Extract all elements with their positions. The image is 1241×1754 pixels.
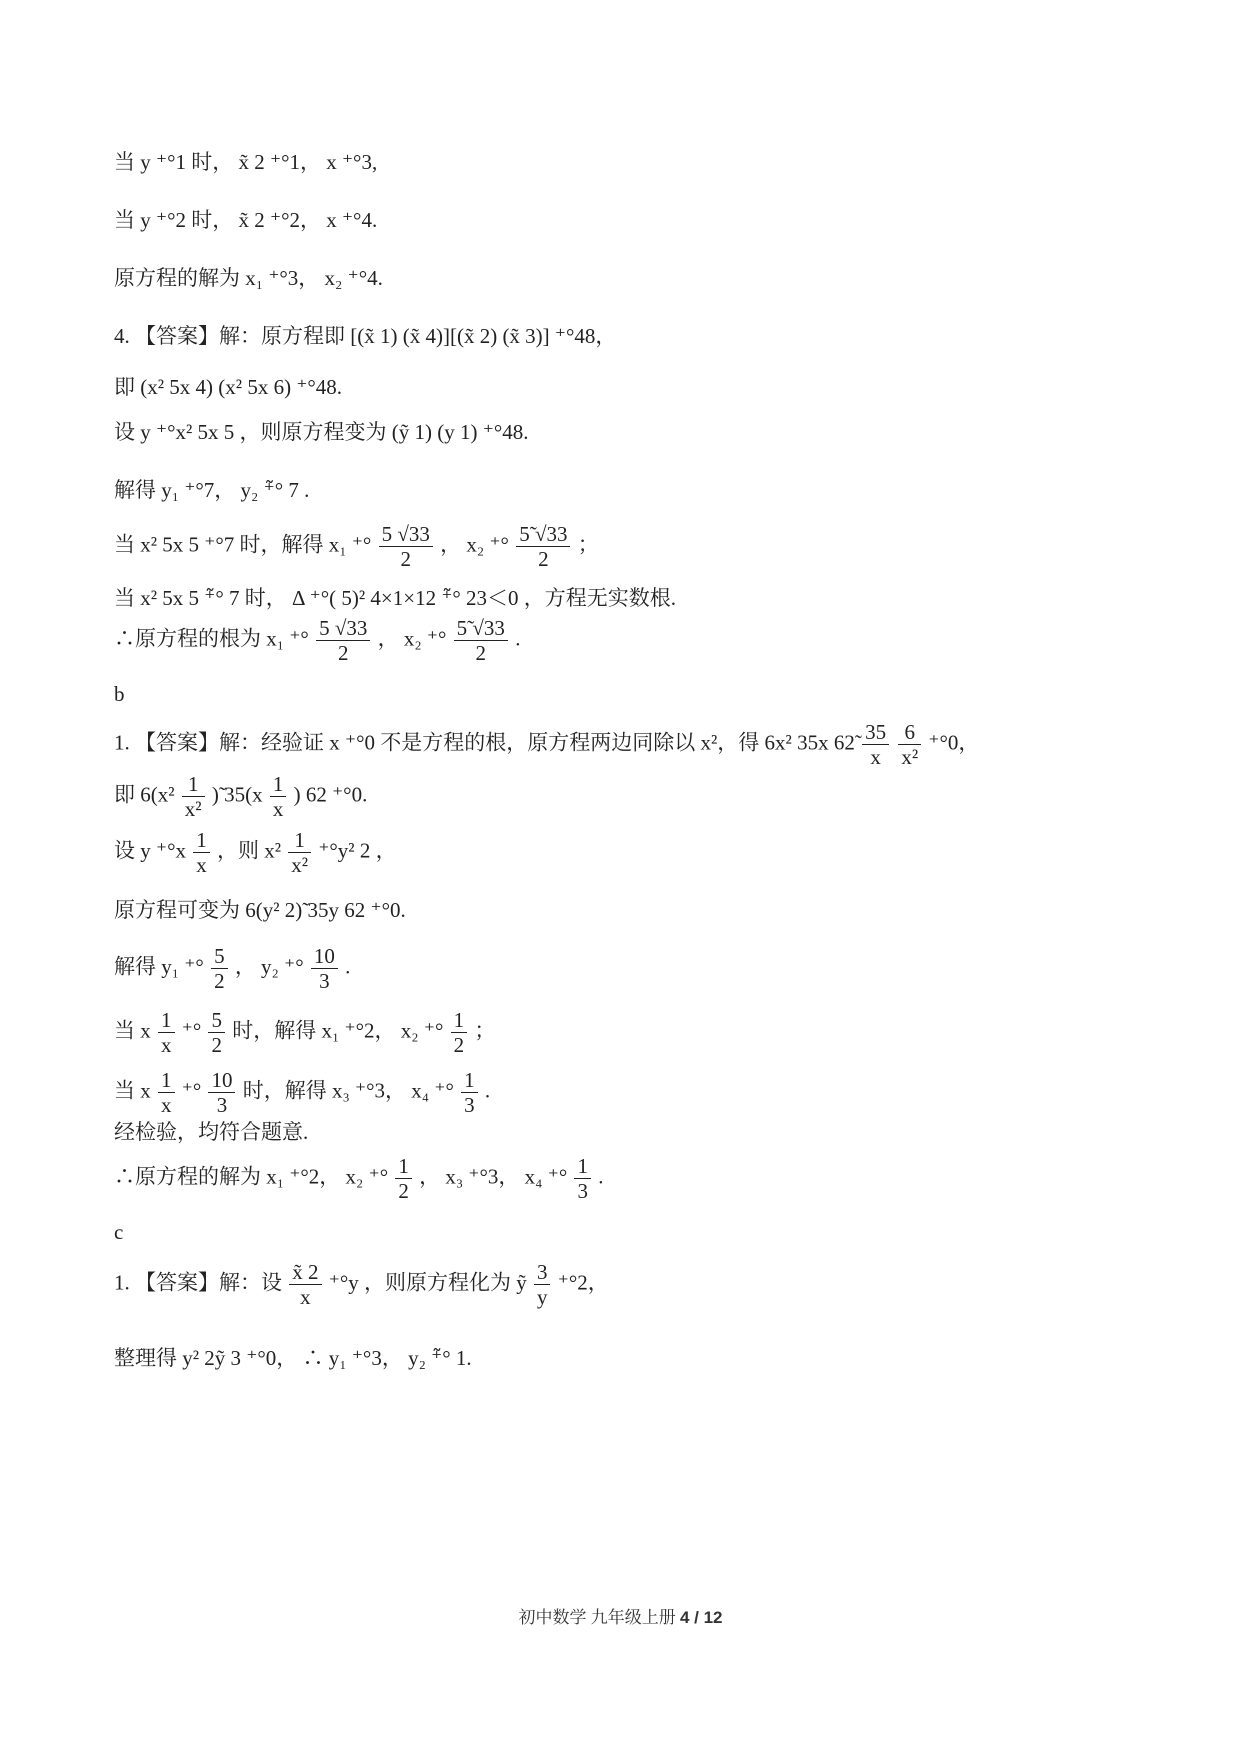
text-run: 1. 【答案】解：经验证 x ⁺°0 不是方程的根，原方程两边同除以 x²，得 6x² 35x 62̃ [114, 730, 861, 755]
text-run: ) 62 ⁺°0. [293, 782, 368, 807]
fraction [208, 1008, 225, 1057]
text-run: ， x₂ ⁺° [377, 626, 447, 651]
fraction-denominator: 3 [577, 1179, 588, 1203]
text-line [114, 944, 350, 993]
fraction-numerator: x̃ 2 [289, 1260, 321, 1285]
fraction-numerator: 5̃ √33 [516, 522, 570, 547]
text-run: 当 x [114, 1078, 151, 1103]
text-line: 当 y ⁺°1 时， x̃ 2 ⁺°1， x ⁺°3, [114, 150, 378, 174]
fraction-numerator: 1 [288, 828, 311, 853]
text-run: ⁺° [181, 1018, 202, 1043]
fraction-numerator: 1 [461, 1068, 478, 1093]
text-line: 设 y ⁺°x² 5x 5 ，则原方程变为 (ỹ 1) (y 1) ⁺°48. [114, 420, 529, 444]
page-number: 4 / 12 [679, 1608, 723, 1627]
fraction [862, 720, 889, 769]
fraction [289, 1260, 321, 1309]
fraction-numerator: 1 [182, 772, 205, 797]
text-line [114, 616, 520, 665]
text-line [114, 828, 397, 877]
text-run: ⁺° [181, 1078, 202, 1103]
fraction [193, 828, 210, 877]
page-footer [0, 1603, 1241, 1628]
text-line [114, 772, 367, 821]
text-line: 当 y ⁺°2 时， x̃ 2 ⁺°2， x ⁺°4. [114, 208, 378, 232]
fraction-denominator: x [870, 745, 881, 769]
text-run: ⁺°2， [557, 1270, 609, 1295]
text-line [114, 1154, 603, 1203]
fraction [158, 1068, 175, 1117]
fraction-numerator: 6 [898, 720, 921, 745]
section-label: c [114, 1220, 124, 1244]
text-line [114, 522, 599, 571]
fraction [395, 1154, 412, 1203]
fraction-denominator: x [272, 797, 284, 821]
text-run: 1. 【答案】解：设 [114, 1270, 282, 1295]
text-run: ， x₂ ⁺° [440, 532, 509, 557]
section-label: b [114, 682, 125, 706]
text-line [114, 1260, 609, 1309]
text-line: 4. 【答案】解：原方程即 [(x̃ 1) (x̃ 4)][(x̃ 2) (x̃ 3)] ⁺°48， [114, 324, 617, 348]
fraction-denominator: x [161, 1033, 172, 1057]
fraction [451, 1008, 468, 1057]
fraction-denominator: x [300, 1285, 311, 1309]
fraction-numerator: 5 √33 [379, 522, 433, 547]
fraction [379, 522, 433, 571]
fraction-denominator: y [536, 1285, 548, 1309]
text-run: . [484, 1078, 491, 1103]
fraction-denominator: x [196, 853, 207, 877]
fraction [574, 1154, 591, 1203]
fraction [288, 828, 311, 877]
text-run: ∴原方程的根为 x₁ ⁺° [114, 626, 309, 651]
fraction-numerator: 35 [862, 720, 889, 745]
text-line: 即 (x² 5x 4) (x² 5x 6) ⁺°48. [114, 375, 343, 399]
fraction-numerator: 5 [211, 944, 228, 969]
fraction [534, 1260, 551, 1309]
text-run: 解得 y₁ ⁺° [114, 954, 204, 979]
text-run: 设 y ⁺°x [114, 838, 186, 863]
text-run: 时，解得 x₁ ⁺°2， x₂ ⁺° [232, 1018, 444, 1043]
text-run: ， x₃ ⁺°3， x₄ ⁺° [419, 1164, 568, 1189]
fraction-denominator: 2 [475, 641, 487, 665]
fraction-denominator: 2 [398, 1179, 409, 1203]
fraction [158, 1008, 175, 1057]
fraction [311, 944, 338, 993]
fraction [516, 522, 570, 571]
fraction [316, 616, 370, 665]
fraction-numerator: 10 [311, 944, 338, 969]
fraction [270, 772, 287, 821]
fraction-denominator: x² [291, 853, 309, 877]
text-run: ⁺°0， [928, 730, 980, 755]
text-line [114, 1068, 490, 1117]
fraction [461, 1068, 478, 1117]
fraction-numerator: 1 [574, 1154, 591, 1179]
text-line: 当 x² 5x 5 ⁺̃° 7 时， Δ ⁺°( 5)² 4×1×12 ⁺̃° 23＜0 ，方程无实数根. [114, 586, 677, 610]
fraction-denominator: 3 [319, 969, 330, 993]
fraction-numerator: 1 [193, 828, 210, 853]
fraction-denominator: 3 [464, 1093, 475, 1117]
text-line: 原方程的解为 x₁ ⁺°3， x₂ ⁺°4. [114, 266, 383, 290]
text-run: ∴原方程的解为 x₁ ⁺°2， x₂ ⁺° [114, 1164, 389, 1189]
fraction-numerator: 3 [534, 1260, 551, 1285]
text-run: ，则 x² [216, 838, 282, 863]
text-run: 时，解得 x₃ ⁺°3， x₄ ⁺° [242, 1078, 454, 1103]
fraction-numerator: 5 √33 [316, 616, 370, 641]
text-run: 当 x² 5x 5 ⁺°7 时，解得 x₁ ⁺° [114, 532, 372, 557]
text-run: 当 x [114, 1018, 151, 1043]
footer-subject: 初中数学 九年级上册 [518, 1608, 676, 1627]
fraction-denominator: 2 [337, 641, 349, 665]
fraction [454, 616, 508, 665]
text-run: ； [474, 1018, 496, 1043]
fraction [208, 1068, 235, 1117]
text-line [114, 1008, 495, 1057]
fraction-numerator: 1 [158, 1008, 175, 1033]
fraction-denominator: 2 [400, 547, 411, 571]
fraction [211, 944, 228, 993]
text-line [114, 720, 979, 769]
text-run: ⁺°y ，则原方程化为 ỹ [328, 1270, 532, 1295]
text-run: ； [577, 532, 599, 557]
text-run: ⁺°y² 2 ， [318, 838, 397, 863]
text-run: 即 6(x² [114, 782, 175, 807]
fraction-numerator: 1 [270, 772, 287, 797]
fraction-denominator: x [161, 1093, 172, 1117]
text-run: . [345, 954, 351, 979]
fraction-denominator: 2 [214, 969, 225, 993]
fraction-numerator: 5 [208, 1008, 225, 1033]
fraction-numerator: 1 [158, 1068, 175, 1093]
fraction-numerator: 10 [208, 1068, 235, 1093]
fraction-numerator: 1 [451, 1008, 468, 1033]
text-run: )̃ 35(x [211, 782, 263, 807]
text-line: 原方程可变为 6(y² 2)̃ 35y 62 ⁺°0. [114, 898, 406, 922]
fraction-denominator: 2 [538, 547, 549, 571]
fraction-denominator: 2 [453, 1033, 465, 1057]
text-line: 解得 y₁ ⁺°7， y₂ ⁺̃° 7 . [114, 478, 310, 502]
text-run: . [598, 1164, 604, 1189]
fraction-denominator: 2 [211, 1033, 222, 1057]
fraction-denominator: 3 [216, 1093, 228, 1117]
fraction-denominator: x² [901, 745, 919, 769]
text-run: ， y₂ ⁺° [234, 954, 304, 979]
fraction-denominator: x² [184, 797, 202, 821]
text-line: 经检验，均符合题意. [114, 1120, 309, 1144]
fraction [898, 720, 921, 769]
text-line: 整理得 y² 2ỹ 3 ⁺°0， ∴ y₁ ⁺°3， y₂ ⁺̃° 1. [114, 1346, 472, 1370]
fraction-numerator: 5̃ √33 [454, 616, 508, 641]
fraction [182, 772, 205, 821]
text-run: . [515, 626, 521, 651]
fraction-numerator: 1 [395, 1154, 412, 1179]
